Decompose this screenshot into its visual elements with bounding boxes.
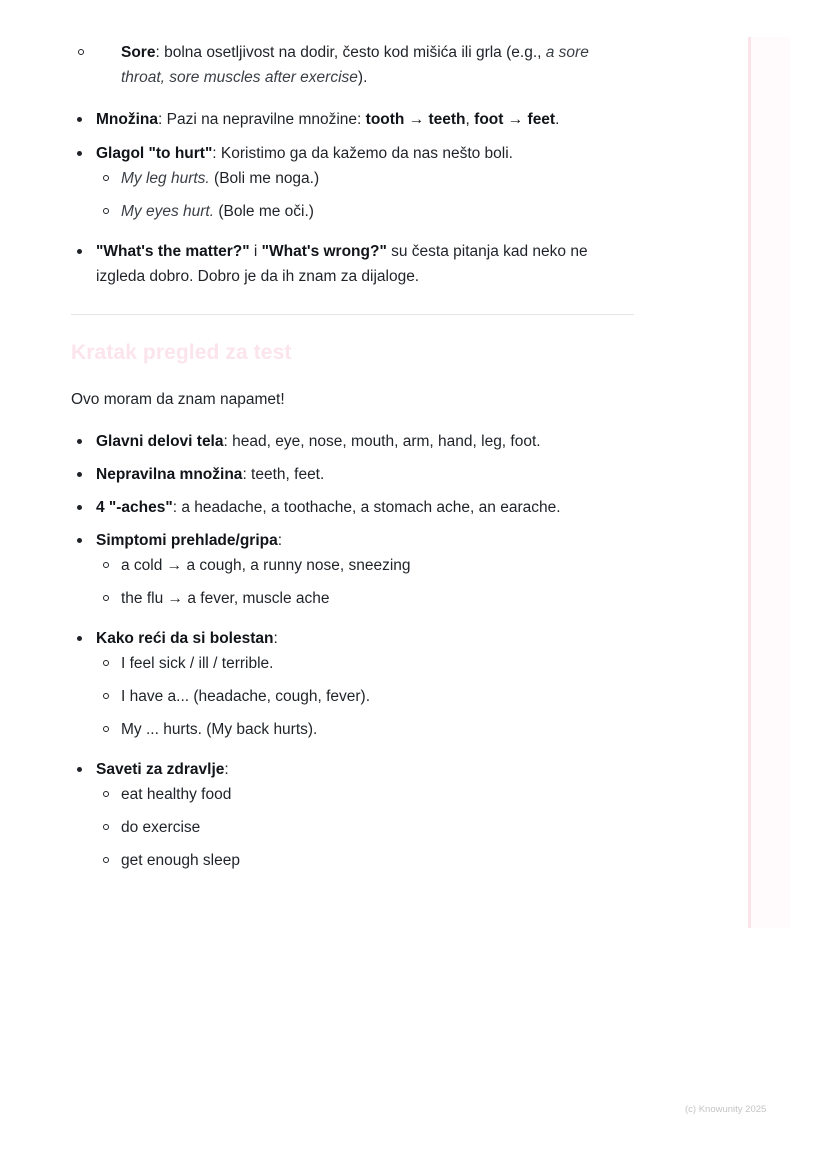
- tips-sublist: [96, 782, 636, 873]
- definition: : Koristimo ga da kažemo da nas nešto boli.: [212, 145, 513, 162]
- review-item-health-tips: [71, 757, 636, 873]
- sub-item: the flu → a fever, muscle ache: [96, 586, 636, 611]
- sub-item: get enough sleep: [96, 848, 636, 873]
- list-item-plural: [71, 107, 636, 132]
- term: Glagol "to hurt": [96, 145, 213, 162]
- sick-sublist: [96, 651, 636, 742]
- review-item-symptoms: [71, 528, 636, 611]
- sub-item: a cold → a cough, a runny nose, sneezing: [96, 553, 636, 578]
- divider: [71, 314, 634, 315]
- sub-item: My ... hurts. (My back hurts).: [96, 717, 636, 742]
- list-item-questions: [71, 239, 636, 289]
- copyright-footer: (c) Knowunity 2025: [685, 1104, 767, 1115]
- text: :: [224, 761, 229, 778]
- sub-item: do exercise: [96, 815, 636, 840]
- term: Simptomi prehlade/gripa: [96, 532, 278, 549]
- sore-list: [71, 40, 631, 98]
- example-item: [96, 199, 636, 224]
- verb-examples: [96, 166, 636, 224]
- term: Kako reći da si bolestan: [96, 630, 274, 647]
- term: Množina: [96, 111, 158, 128]
- term: Saveti za zdravlje: [96, 761, 225, 778]
- example-item: [96, 166, 636, 191]
- review-content: [71, 429, 636, 881]
- sub-item: eat healthy food: [96, 782, 636, 807]
- text: : teeth, feet.: [242, 466, 325, 483]
- review-item-sick: [71, 626, 636, 742]
- text: :: [277, 532, 283, 549]
- symptoms-sublist: [96, 553, 636, 611]
- text: su česta pitanja kad neko ne izgleda dobro. Dobro je da ih znam za dijaloge.: [96, 243, 588, 285]
- definition: : bolna osetljivost na dodir, često kod mišića ili grla (e.g.,: [155, 44, 546, 61]
- list-item-verb: [71, 141, 636, 224]
- review-item-body-parts: [71, 429, 636, 454]
- review-list: [71, 429, 636, 873]
- list-item-sore: [71, 40, 631, 90]
- punct: .: [555, 111, 560, 128]
- term: Glavni delovi tela: [96, 433, 224, 450]
- example: a sore throat, sore muscles after exercise: [121, 44, 589, 86]
- sub-item: I feel sick / ill / terrible.: [96, 651, 636, 676]
- question: "What's the matter?": [96, 243, 250, 260]
- conj: i: [249, 243, 262, 260]
- section-heading: Kratak pregled za test: [71, 341, 292, 364]
- side-accent-bar: [748, 37, 751, 928]
- text: : a headache, a toothache, a stomach ache, an earache.: [172, 499, 561, 516]
- term: Nepravilna množina: [96, 466, 243, 483]
- pair: tooth → teeth: [365, 111, 466, 128]
- intro-text: Ovo moram da znam napamet!: [71, 391, 285, 408]
- notes-list: [71, 107, 636, 297]
- sub-item: I have a... (headache, cough, fever).: [96, 684, 636, 709]
- side-panel: [748, 37, 790, 928]
- example-sr: (Bole me oči.): [214, 203, 314, 220]
- example-en: My leg hurts.: [121, 170, 210, 187]
- example-sr: (Boli me noga.): [209, 170, 320, 187]
- review-item-plural: [71, 462, 636, 487]
- sep: ,: [465, 111, 475, 128]
- punct: ).: [357, 69, 368, 86]
- text: :: [273, 630, 278, 647]
- term: 4 "-aches": [96, 499, 173, 516]
- review-item-aches: [71, 495, 636, 520]
- example-en: My eyes hurt.: [121, 203, 215, 220]
- question: "What's wrong?": [261, 243, 387, 260]
- text: : head, eye, nose, mouth, arm, hand, leg, foot.: [223, 433, 541, 450]
- definition: : Pazi na nepravilne množine:: [158, 111, 366, 128]
- pair: foot → feet: [474, 111, 556, 128]
- term: Sore: [121, 44, 156, 61]
